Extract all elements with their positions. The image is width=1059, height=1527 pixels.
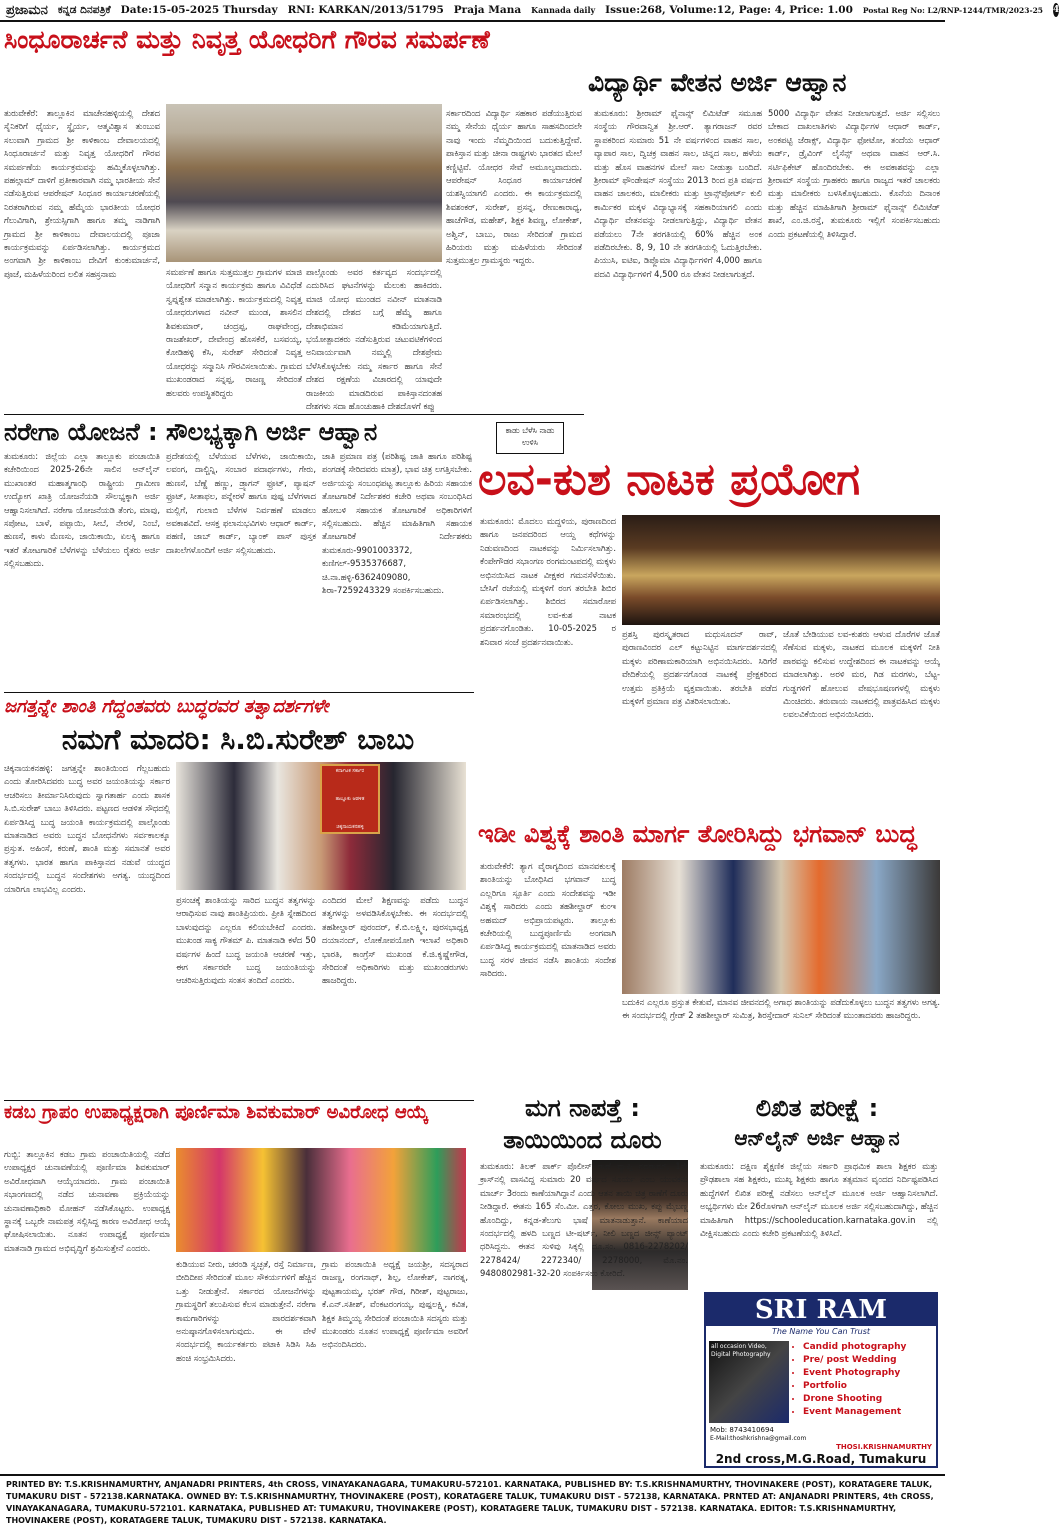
article-buddha-col1: ಚಿಕ್ಕನಾಯಕನಹಳ್ಳಿ: ಜಗತ್ತನ್ನೇ ಶಾಂತಿಯಿಂದ ಗೆಲ್ಲಬಹುದು ಎಂದು ತೋರಿಸಿದವರು ಬುದ್ಧ ಅವರ ಜಯಂತಿಯನ್ನು ಸರ್ಕಾರ ಆಚರಿಸಲು ತೀರ್ಮಾನಿಸಿರುವುದು ಸ್ವಾಗತಾರ್ಹ ಎಂದು ಶಾಸಕ ಸಿ.ಬಿ.ಸುರೇಶ್ ಬಾಬು ತಿಳಿಸಿದರು. ಪಟ್ಟಣದ ಆಡಳಿತ ಸೌಧದಲ್ಲಿ ಏರ್ಪಡಿಸಿದ್ದ ಬುದ್ಧ ಜಯಂತಿ ಕಾರ್ಯಕ್ರಮದಲ್ಲಿ ಪಾಲ್ಗೊಂಡು ಮಾತನಾಡಿದ ಅವರು ಬುದ್ಧನ ಬೋಧನೆಗಳು ಸರ್ವಕಾಲಕ್ಕೂ ಪ್ರಸ್ತುತ. ಅಹಿಂಸೆ, ಕರುಣೆ, ಶಾಂತಿ ಮತ್ತು ಸಮಾನತೆ ಅವರ ತತ್ವಗಳು. ಭಾರತ ಹಾಗೂ ಪಾಕಿಸ್ತಾನದ ನಡುವೆ ಯುದ್ಧದ ಸಂದರ್ಭದಲ್ಲಿ ಬುದ್ಧನ ಸಂದೇಶಗಳು ಅಗತ್ಯ. ಯುದ್ಧದಿಂದ ಯಾರಿಗೂ ಲಾಭವಿಲ್ಲ ಎಂದರು. bbox=[4, 763, 170, 894]
photo-plaque bbox=[320, 764, 380, 834]
plaque-mid-text: ತಾಲ್ಲೂಕು ಆಡಳಿತ bbox=[335, 796, 365, 802]
article-sindoor-col1: ತುರುವೇಕೆರೆ: ತಾಲ್ಲೂಕಿನ ಮಾಚೇನಹಳ್ಳಿಯಲ್ಲಿ ದೇಶದ ಸೈನಿಕರಿಗೆ ಧೈರ್ಯ, ಸ್ಥೈರ್ಯ, ಆತ್ಮವಿಶ್ವಾಸ ತುಂಬುವ ಸಲುವಾಗಿ ಗ್ರಾಮದ ಶ್ರೀ ಕಾಳಿಕಾಂಬ ದೇವಾಲಯದಲ್ಲಿ ಸಿಂಧೂರಾರ್ಚನೆ ಮತ್ತು ನಿವೃತ್ತ ಯೋಧರಿಗೆ ಗೌರವ ಸಮರ್ಪಣೆಯ ಕಾರ್ಯಕ್ರಮವನ್ನು ಹಮ್ಮಿಕೊಳ್ಳಲಾಗಿತ್ತು. ಪಹಲ್ಗಾಮ್ ದಾಳಿಗೆ ಪ್ರತೀಕಾರವಾಗಿ ನಮ್ಮ ಭಾರತೀಯ ಸೇನೆ ನಡೆಸುತ್ತಿರುವ ಆಪರೇಷನ್ ಸಿಂಧೂರ ಕಾರ್ಯಾಚರಣೆಯಲ್ಲಿ ನಿರತರಾಗಿರುವ ನಮ್ಮ ಹೆಮ್ಮೆಯ ಭಾರತೀಯ ಯೋಧರ ಗೆಲುವಿಗಾಗಿ, ಶ್ರೇಯಸ್ಸಿಗಾಗಿ ಹಾಗೂ ತಮ್ಮ ನಾಡಿಗಾಗಿ ಗ್ರಾಮದ ಶ್ರೀ ಕಾಳಿಕಾಂಬ ದೇವಾಲಯದಲ್ಲಿ ಪೂಜಾ ಕಾರ್ಯಕ್ರಮವನ್ನು ಏರ್ಪಡಿಸಲಾಗಿತ್ತು. ಕಾರ್ಯಕ್ರಮದ ಅಂಗವಾಗಿ ಶ್ರೀ ಕಾಳಿಕಾಂಬ ದೇವಿಗೆ ಕುಂಕುಮಾರ್ಚನೆ, ಪೂಜೆ, ಮಹಿಳೆಯರಿಂದ ಲಲಿತ ಸಹಸ್ರನಾಮ bbox=[4, 108, 160, 279]
masthead-postal: Postal Reg No: L2/RNP-1244/TMR/2023-25 bbox=[862, 5, 1044, 15]
masthead-issue: Issue:268, Volume:12, Page: 4, Price: 1.00 bbox=[605, 4, 853, 16]
headline-buddha-2: ನಮಗೆ ಮಾದರಿ: ಸಿ.ಬಿ.ಸುರೇಶ್ ಬಾಬು bbox=[61, 723, 415, 756]
divider-1 bbox=[4, 414, 584, 415]
headline-kadaba: ಕಡಬ ಗ್ರಾಪಂ ಉಪಾಧ್ಯಕ್ಷರಾಗಿ ಪೂರ್ಣಿಮಾ ಶಿವಕುಮಾರ್ ಅವಿರೋಧ ಆಯ್ಕೆ bbox=[4, 1102, 429, 1123]
article-buddha-peace-col1: ತುರುವೇಕೆರೆ: ತ್ಯಾಗ ವೈರಾಗ್ಯದಿಂದ ಮಾನವಕುಲಕ್ಕೆ ಶಾಂತಿಯನ್ನು ಬೋಧಿಸಿದ ಭಗವಾನ್ ಬುದ್ಧ ಎಲ್ಲರಿಗೂ ಸ್ಪೂರ್ತಿ ಎಂದು ಸಂದೇಶವನ್ನು ಇಡೀ ವಿಶ್ವಕ್ಕೆ ಸಾರಿದರು ಎಂದು ತಹಶೀಲ್ದಾರ್ ಕುಂಇ ಅಹಮದ್ ಅಭಿಪ್ರಾಯಪಟ್ಟರು. ತಾಲ್ಲೂಕು ಕಚೇರಿಯಲ್ಲಿ ಬುದ್ಧಪೂರ್ಣಿಮೆ ಅಂಗವಾಗಿ ಏರ್ಪಡಿಸಿದ್ದ ಕಾರ್ಯಕ್ರಮದಲ್ಲಿ ಮಾತನಾಡಿದ ಅವರು ಬುದ್ಧ ಸರಳ ಜೀವನ ನಡೆಸಿ ಶಾಂತಿಯ ಸಂದೇಶ ಸಾರಿದರು. bbox=[480, 861, 616, 979]
ad-address: 2nd cross,M.G.Road, Tumakuru bbox=[715, 1452, 927, 1466]
footer-imprint: PRINTED BY: T.S.KRISHNAMURTHY, ANJANADRI PRINTERS, 4th CROSS, VINAYAKANAGARA, TUMAKURU-572101. KARNATAKA, PUBLISHED BY: T.S.KRISHNAMURTHY, THOVINAKERE (POST), KORATAGERE TALUK, TUMAKURU DIST - 572138.KARNATAKA. OWNED BY: T.S.KRISHNAMURTHY, THOVINAKERE (POST), KORATAGERE TALUK, TUMAKURU DIST - 572138, KARNATAKA. PRNTED AT: ANJANADRI PRINTERS, 4th CROSS, VINAYAKANAGARA, TUMAKURU-572101. KARNATAKA, PUBLISHED AT: TUMAKURU, THOVINAKERE (POST), KORATAGERE TALUK, TUMAKURU DIST - 572138. KARNATAKA. EDITOR: T.S.KRISHNAMURTHY, THOVINAKERE (POST), KORATAGERE TALUK, TUMAKURU DIST - 572138. KARNATAKA. bbox=[0, 1474, 945, 1523]
article-narega-col1: ತುಮಕೂರು: ಜಿಲ್ಲೆಯ ಎಲ್ಲಾ ತಾಲ್ಲೂಕು ಪಂಚಾಯಿತಿ ಕಚೇರಿಯಿಂದ 2025-26ನೇ ಸಾಲಿನ ಆನ್‌ಲೈನ್ ಮುಖಾಂತರ ಮಹಾತ್ಮಗಾಂಧಿ ರಾಷ್ಟ್ರೀಯ ಗ್ರಾಮೀಣ ಉದ್ಯೋಗ ಖಾತ್ರಿ ಯೋಜನೆಯಡಿ ಸೌಲಭ್ಯಕ್ಕಾಗಿ ಅರ್ಜಿ ಆಹ್ವಾನಿಸಲಾಗಿದೆ. ನರೇಗಾ ಯೋಜನೆಯಡಿ ತೆಂಗು, ಮಾವು, ಸಪೋಟ, ಬಾಳೆ, ಪಪ್ಪಾಯಿ, ಸೀಬೆ, ನೇರಳೆ, ನಿಂಬೆ, ಹುಣಸೆ, ಕಾಳು ಮೆಣಸು, ಜಾಯಿಕಾಯಿ, ಏಲಕ್ಕಿ ಹಾಗೂ ಇತರೆ ತೋಟಗಾರಿಕೆ ಬೆಳೆಗಳನ್ನು ಬೆಳೆಯಲು ರೈತರು ಅರ್ಜಿ ಸಲ್ಲಿಸಬಹುದು. bbox=[4, 451, 160, 569]
photo-veterans-group bbox=[166, 104, 442, 262]
page-number: 4 bbox=[1053, 5, 1059, 15]
ad-badge: all occasion Video, Digital Photography bbox=[711, 1343, 771, 1358]
article-lava-kusha-col3: ಜೊತೆ ಬೇಡಿಯುವ ಲವ-ಕುಶರು ಆಳುವ ದೊರೆಗಳ ಜೊತೆ ಸೆಣೆಸುವ ಮಕ್ಕಳು, ನಾಟಕದ ಮೂಲಕ ಮಕ್ಕಳಿಗೆ ನೀತಿ ಪಾಠವನ್ನು ಕಲಿಸುವ ಉದ್ದೇಶದಿಂದ ಈ ನಾಟಕವನ್ನು ಆಯ್ಕೆ ಮಾಡಲಾಗಿತ್ತು. ಅರಳಿ ಮರ, ಗಿಡ ಮರಗಳು, ಬೆಟ್ಟ-ಗುಡ್ಡಗಳಿಗೆ ಹೋಲುವ ವೇಷಭೂಷಣಗಳಲ್ಲಿ ಮಕ್ಕಳು ಮಿಂಚಿದರು. ತರುವಾಯ ನಾಟಕದಲ್ಲಿ ಪಾತ್ರವಹಿಸಿದ ಮಕ್ಕಳು ಲವಲವಿಕೆಯಿಂದ ಅಭಿನಯಿಸಿದರು. bbox=[783, 629, 940, 720]
article-missing-col1: ತುಮಕೂರು: ತಿಲಕ್ ಪಾರ್ಕ್ ಪೊಲೀಸ್ ಠಾಣೆ ವ್ಯಾಪ್ತಿ ನವರಾಮ್, 1ನೇ ಕ್ರಾಸ್‌ನಲ್ಲಿ ವಾಸವಿದ್ದ ಸುಮಾರು 20 ವರ್ಷದ ಸೂರ್ಯ ಎಂಬ ಯುವಕನು ಮಾರ್ಚ್ 3ರಂದು ಕಾಣೆಯಾಗಿದ್ದಾನೆ ಎಂದು ಆತನ ತಾಯಿ ಚಿತ್ರ ಠಾಣೆಗೆ ದೂರು ನೀಡಿದ್ದಾರೆ. ಈತನು 165 ಸೆಂ.ಮೀ. ಎತ್ತರ, ಕೋಲು ಮುಖ, ಕಪ್ಪು ಮೈಬಣ್ಣ ಹೊಂದಿದ್ದು, ಕನ್ನಡ-ತೆಲುಗು ಭಾಷೆ ಮಾತನಾಡುತ್ತಾನೆ. ಕಾಣೆಯಾದ ಸಂದರ್ಭದಲ್ಲಿ ಹಳದಿ ಬಣ್ಣದ ಟೀ-ಷರ್ಟ್, ನೀಲಿ ಬಣ್ಣದ ಜೀನ್ಸ್ ಪ್ಯಾಂಟ್ ಧರಿಸಿದ್ದನು. ಈತನ ಸುಳಿವು ಸಿಕ್ಕಲ್ಲಿ ದೂ.ಸಂ. 0816-2278202/ 2278424/ 2272340/ 2278000, ಮೊ.ನಂ. 9480802981-32-20 ಸಂಪರ್ಕಿಸಲು ಕೋರಿದೆ. bbox=[480, 1161, 688, 1279]
ad-sri-ram bbox=[704, 1292, 938, 1468]
ad-service-item: • Pre/ post Wedding bbox=[803, 1354, 906, 1367]
ad-service-item: • Candid photography bbox=[803, 1341, 906, 1354]
article-buddha-col2: ಪ್ರಸಂಚಕ್ಕೆ ಶಾಂತಿಯನ್ನು ಸಾರಿದ ಬುದ್ಧನ ತತ್ವಗಳನ್ನು ಆರಾಧಿಸುವ ನಾವು ಶಾಂತಿಪ್ರಿಯರು. ಪ್ರೀತಿ ಸ್ನೇಹದಿಂದ ಬಾಳುವುದನ್ನು ಎಲ್ಲರೂ ಕಲಿಯಬೇಕಿದೆ ಎಂದರು. ಮುಖಂಡ ಸಾಕ್ಯ ಗೌತಮ್ ಪಿ. ಮಾತನಾಡಿ ಕಳೆದ 50 ವರ್ಷಗಳ ಹಿಂದೆ ಬುದ್ಧ ಜಯಂತಿ ಆಚರಣೆ ಇತ್ತು, ಈಗ ಸರ್ಕಾರವೇ ಬುದ್ಧ ಜಯಂತಿಯನ್ನು ಆಚರಿಸುತ್ತಿರುವುದು ಸಂತಸ ತಂದಿದೆ ಎಂದರು. bbox=[176, 895, 316, 986]
ad-brand: SRI RAM bbox=[706, 1294, 936, 1326]
masthead-title: Praja Mana bbox=[453, 4, 522, 16]
article-buddha-col3: ಎಂದಿದರ ಮೇಲೆ ಶಿಕ್ಷಣವನ್ನು ಪಡೆದು ಬುದ್ಧನ ತತ್ವಗಳನ್ನು ಅಳವಡಿಸಿಕೊಳ್ಳಬೇಕು. ಈ ಸಂದರ್ಭದಲ್ಲಿ ತಹಶೀಲ್ದಾರ್ ಪುರಂದರ್, ಕೆ.ಬಿ.ಲಕ್ಷ್ಮೀ, ಪುರಸಭಾಧ್ಯಕ್ಷ ದಯಾನಂದ್, ಲೋಕೋಪಯೋಗಿ ಇಲಾಖೆ ಅಧಿಕಾರಿ ಭಾರತಿ, ಕಾಂಗ್ರೆಸ್ ಮುಖಂಡ ಕೆ.ಜಿ.ಕೃಷ್ಣೇಗೌಡ, ಸೇರಿದಂತೆ ಅಧಿಕಾರಿಗಳು ಮತ್ತು ಮುಖಂಡರುಗಳು ಹಾಜರಿದ್ದರು. bbox=[322, 895, 468, 986]
ad-camera-image bbox=[709, 1341, 789, 1423]
ad-service-item: • Event Management bbox=[803, 1406, 906, 1419]
article-sindoor-col4: ಸರ್ಕಾರದಿಂದ ವಿದ್ಯಾರ್ಥಿ ಸಹಕಾರ ಪಡೆಯುತ್ತಿರುವ ನಮ್ಮ ಸೇನೆಯ ಧೈರ್ಯ ಹಾಗೂ ಸಾಹಸದಿಂದಲೇ ನಾವು ಇಂದು ನೆಮ್ಮದಿಯಿಂದ ಬದುಕುತ್ತಿದ್ದೇವೆ. ಪಾಕಿಸ್ತಾನ ಮತ್ತು ಚೀನಾ ರಾಷ್ಟ್ರಗಳು ಭಾರತದ ಮೇಲೆ ಕಣ್ಣಿಟ್ಟಿವೆ. ಯೋಧರ ಸೇವೆ ಅಮೂಲ್ಯವಾದುದು. ಆಪರೇಷನ್ ಸಿಂಧೂರ ಕಾರ್ಯಾಚರಣೆ ಯಶಸ್ವಿಯಾಗಲಿ ಎಂದರು. ಈ ಕಾರ್ಯಕ್ರಮದಲ್ಲಿ ಶಿವಶಂಕರ್, ಸುರೇಶ್, ಪ್ರಸನ್ನ, ರೇಣುಕಾರಾಧ್ಯ, ಹಾಚೆಗೌಡ, ಮಹೇಶ್, ಶಿಕ್ಷಕ ಶಿವಣ್ಣ, ಲೋಕೇಶ್, ಅಶ್ವಿನ್, ಬಾಬು, ರಾಜು ಸೇರಿದಂತೆ ಗ್ರಾಮದ ಹಿರಿಯರು ಮತ್ತು ಮಹಿಳೆಯರು ಸೇರಿದಂತೆ ಸುತ್ತಮುತ್ತಲ ಗ್ರಾಮಸ್ಥರು ಇದ್ದರು. bbox=[446, 108, 582, 266]
photo-kadaba-members bbox=[176, 1148, 466, 1252]
article-kadaba-col2: ಕುಡಿಯುವ ನೀರು, ಚರಂಡಿ ಸ್ವಚ್ಛತೆ, ರಸ್ತೆ ನಿರ್ಮಾಣ, ಬೀದಿದೀಪ ಸೇರಿದಂತೆ ಮೂಲ ಸೌಕರ್ಯಗಳಿಗೆ ಹೆಚ್ಚಿನ ಒತ್ತು ನೀಡುತ್ತೇನೆ. ಸರ್ಕಾರದ ಯೋಜನೆಗಳನ್ನು ಗ್ರಾಮಸ್ಥರಿಗೆ ತಲುಪಿಸುವ ಕೆಲಸ ಮಾಡುತ್ತೇನೆ. ನರೇಗಾ ಕಾಮಗಾರಿಗಳನ್ನು ಪಾರದರ್ಶಕವಾಗಿ ಅನುಷ್ಠಾನಗೊಳಿಸಲಾಗುವುದು. ಈ ವೇಳೆ ಸಂದರ್ಭದಲ್ಲಿ ಕಾರ್ಯಕರ್ತರು ಪಟಾಕಿ ಸಿಡಿಸಿ ಸಿಹಿ ಹಂಚಿ ಸಂಭ್ರಮಿಸಿದರು. bbox=[176, 1259, 316, 1363]
headline-buddha-peace: ಇಡೀ ವಿಶ್ವಕ್ಕೆ ಶಾಂತಿ ಮಾರ್ಗ ತೋರಿಸಿದ್ದು ಭಗವಾನ್ ಬುದ್ಧ bbox=[478, 820, 917, 848]
article-exam-col1: ತುಮಕೂರು: ದಕ್ಷಿಣ ಶೈಕ್ಷಣಿಕ ಜಿಲ್ಲೆಯ ಸರ್ಕಾರಿ ಪ್ರಾಥಮಿಕ ಶಾಲಾ ಶಿಕ್ಷಕರ ಮತ್ತು ಪ್ರೌಢಶಾಲಾ ಸಹ ಶಿಕ್ಷಕರು, ಮುಖ್ಯ ಶಿಕ್ಷಕರು ಹಾಗೂ ತತ್ಸಮಾನ ವೃಂದದ ನಿರ್ದಿಷ್ಟಪಡಿಸಿದ ಹುದ್ದೆಗಳಿಗೆ ಲಿಖಿತ ಪರೀಕ್ಷೆ ನಡೆಸಲು ಆನ್‌ಲೈನ್ ಮೂಲಕ ಅರ್ಜಿ ಆಹ್ವಾನಿಸಲಾಗಿದೆ. ಅಭ್ಯರ್ಥಿಗಳು ಮೇ 26ರೊಳಗಾಗಿ ಆನ್‌ಲೈನ್ ಮೂಲಕ ಅರ್ಜಿ ಸಲ್ಲಿಸಬಹುದಾಗಿದ್ದು, ಹೆಚ್ಚಿನ ಮಾಹಿತಿಗಾಗಿ https://schooleducation.karnataka.gov.in ನಲ್ಲಿ ವೀಕ್ಷಿಸಬಹುದು ಎಂದು ಕಚೇರಿ ಪ್ರಕಟಣೆಯಲ್ಲಿ ತಿಳಿಸಿದೆ. bbox=[700, 1161, 938, 1239]
divider-3 bbox=[4, 1100, 474, 1101]
ad-service-item: • Portfolio bbox=[803, 1380, 906, 1393]
headline-buddha-1: ಜಗತ್ತನ್ನೇ ಶಾಂತಿ ಗೆದ್ದಂತವರು ಬುದ್ಧರವರ ತತ್ವಾದರ್ಶಗಳೇ bbox=[4, 696, 329, 717]
masthead-logo: ಪ್ರಜಾಮನ bbox=[6, 2, 48, 18]
slogan-box: ಕಾಡು ಬೆಳೆಸಿ ನಾಡು ಉಳಿಸಿ bbox=[496, 422, 564, 454]
masthead-tagline: ಕನ್ನಡ ದಿನಪತ್ರಿಕೆ bbox=[57, 3, 111, 16]
masthead-rni: RNI: KARKAN/2013/51795 bbox=[287, 4, 444, 16]
ad-service-item: • Drone Shooting bbox=[803, 1393, 906, 1406]
masthead-date: Date:15-05-2025 Thursday bbox=[120, 4, 278, 16]
headline-exam-1: ಲಿಖಿತ ಪರೀಕ್ಷೆ : bbox=[755, 1094, 879, 1122]
headline-missing-1: ಮಗ ನಾಪತ್ತೆ : bbox=[524, 1094, 641, 1122]
article-sindoor-col2: ಸಮರ್ಪಣೆ ಹಾಗೂ ಸುತ್ತಮುತ್ತಲ ಗ್ರಾಮಗಳ ಮಾಜಿ ಯೋಧರಿಗೆ ಸನ್ಮಾನ ಕಾರ್ಯಕ್ರಮ ಹಾಗೂ ವಿವಿಧೆಡೆ ಸ್ವಪ್ನಶ್ವೇತ ಮಾಡಲಾಗಿತ್ತು. ಕಾರ್ಯಕ್ರಮದಲ್ಲಿ ನಿವೃತ್ತ ಯೋಧರುಗಳಾದ ನವೀನ್ ಮುಂಡ, ಶಾಸಲಿನ ಶಿವಕುಮಾರ್, ಚಂದ್ರಪ್ಪ, ರಾಘವೇಂದ್ರ, ರಾಜಶೇಖರ್, ದೇವೇಂದ್ರ ಹೊಸಕೆರೆ, ಬಸವಯ್ಯ, ಕೋಡಿಹಳ್ಳಿ ಕೆಸಿ, ಸುರೇಶ್ ಸೇರಿದಂತೆ ನಿವೃತ್ತ ಯೋಧರನ್ನು ಸನ್ಮಾನಿಸಿ ಗೌರವಿಸಲಾಯಿತು. ಗ್ರಾಮದ ಮುಖಂಡರಾದ ಸನ್ನಪ್ಪ, ರಾಜಣ್ಣ ಸೇರಿದಂತೆ ಹಲವರು ಉಪಸ್ಥಿತರಿದ್ದರು bbox=[166, 267, 302, 398]
ad-owner: THOSI.KRISHNAMURTHY bbox=[836, 1443, 932, 1451]
ad-service-list bbox=[793, 1341, 906, 1423]
article-sindoor-col1-cont bbox=[4, 296, 160, 410]
article-narega-col2: ಪ್ರದೇಶಯಲ್ಲಿ ಬೆಳೆಯುವ ಬೆಳೆಗಳು, ಜಾಯಿಕಾಯಿ, ಲವಂಗ, ದಾಲ್ಚಿನ್ನಿ, ಸಂಬಾರ ಪದಾರ್ಥಗಳು, ಗೇರು, ಹುಣಸೆ, ಬೆಣ್ಣೆ ಹಣ್ಣು, ಡ್ರ್ಯಾಗನ್ ಫ್ರೂಟ್, ಪ್ಯಾಷನ್ ಫ್ರೂಟ್, ಸೀತಾಫಲ, ಪನ್ನೇರಳೆ ಹಾಗೂ ಪುಷ್ಪ ಬೆಳೆಗಳಾದ ಮಲ್ಲಿಗೆ, ಗುಲಾಬಿ ಬೆಳೆಗಳ ನಿರ್ವಹಣೆ ಮಾಡಲು ಅವಕಾಶವಿದೆ. ಆಸಕ್ತ ಫಲಾನುಭವಿಗಳು ಆಧಾರ್ ಕಾರ್ಡ್, ಪಹಣಿ, ಜಾಬ್ ಕಾರ್ಡ್, ಬ್ಯಾಂಕ್ ಪಾಸ್ ಪುಸ್ತಕ ದಾಖಲೆಗಳೊಂದಿಗೆ ಅರ್ಜಿ ಸಲ್ಲಿಸಬಹುದು. bbox=[166, 451, 316, 555]
article-scholarship-col2: 5000 ವಿದ್ಯಾರ್ಥಿ ವೇತನ ನೀಡಲಾಗುತ್ತದೆ. ಅರ್ಜಿ ಸಲ್ಲಿಸಲು ಬೇಕಾದ ದಾಖಲಾತಿಗಳು ವಿದ್ಯಾರ್ಥಿಗಳ ಆಧಾರ್ ಕಾರ್ಡ್, ಅಂಕಪಟ್ಟಿ ಜೆರಾಕ್ಸ್, ವಿದ್ಯಾರ್ಥಿ ಫೋಟೋ, ತಂದೆಯ ಆಧಾರ್ ಕಾರ್ಡ್, ಡ್ರೈವಿಂಗ್ ಲೈಸೆನ್ಸ್ ಅಥವಾ ವಾಹನ ಆರ್.ಸಿ. ಸರ್ಟಿಫಿಕೇಟ್ ಹೊಂದಿರಬೇಕು. ಈ ಅವಕಾಶವನ್ನು ಎಲ್ಲಾ ಶ್ರೀರಾಮ್ ಸಂಸ್ಥೆಯ ಗ್ರಾಹಕರು ಹಾಗೂ ರಾಜ್ಯದ ಇತರೆ ಚಾಲಕರು ಮತ್ತು ಮಾಲೀಕರು ಬಳಸಿಕೊಳ್ಳಬಹುದು. ಕೊನೆಯ ದಿನಾಂಕ ಮತ್ತು ಹೆಚ್ಚಿನ ಮಾಹಿತಿಗಾಗಿ ಶ್ರೀರಾಮ್ ಫೈನಾನ್ಸ್ ಲಿಮಿಟೆಡ್ ಶಾಖೆ, ಎಂ.ಜಿ.ರಸ್ತೆ, ತುಮಕೂರು ಇಲ್ಲಿಗೆ ಸಂಪರ್ಕಿಸಬಹುದು ಎಂದು ಪ್ರಕಟಣೆಯಲ್ಲಿ ತಿಳಿಸಿದ್ದಾರೆ. bbox=[768, 108, 940, 239]
photo-buddha-peace bbox=[622, 860, 940, 994]
plaque-top-text: ಕರ್ನಾಟಕ ಸರ್ಕಾರ bbox=[335, 768, 365, 774]
article-lava-kusha-col2: ಪ್ರಶಸ್ತಿ ಪುರಸ್ಕೃತರಾದ ಮಧುಸೂದನ್ ರಾವ್, ಪುರಾಣವಿಂದರ ಎಲ್ ಕಟ್ಟುನಿಟ್ಟಿನ ಮಾರ್ಗದರ್ಶನದಲ್ಲಿ ಮಕ್ಕಳು ಪರಿಣಾಮಕಾರಿಯಾಗಿ ಅಭಿನಯಿಸಿದರು. ಸಿರಿಗೆರೆ ವೇದಿಕೆಯಲ್ಲಿ ಪ್ರದರ್ಶನಗೊಂಡ ನಾಟಕಕ್ಕೆ ಪ್ರೇಕ್ಷಕರಿಂದ ಉತ್ತಮ ಪ್ರತಿಕ್ರಿಯೆ ವ್ಯಕ್ತವಾಯಿತು. ತರಬೇತಿ ಪಡೆದ ಮಕ್ಕಳಿಗೆ ಪ್ರಮಾಣ ಪತ್ರ ವಿತರಿಸಲಾಯಿತು. bbox=[622, 629, 777, 707]
article-narega-col3: ಜಾತಿ ಪ್ರಮಾಣ ಪತ್ರ (ಪರಿಶಿಷ್ಟ ಜಾತಿ ಹಾಗೂ ಪರಿಶಿಷ್ಟ ಪಂಗಡಕ್ಕೆ ಸೇರಿದವರು ಮಾತ್ರ), ಭಾವ ಚಿತ್ರ ಲಗತ್ತಿಸಬೇಕು. ಅರ್ಜಿಯನ್ನು ಸಂಬಂಧಪಟ್ಟ ತಾಲ್ಲೂಕು ಹಿರಿಯ ಸಹಾಯಕ ತೋಟಗಾರಿಕೆ ನಿರ್ದೇಶಕರ ಕಚೇರಿ ಅಥವಾ ಸಂಬಂಧಿಸಿದ ಹೋಬಳಿ ಸಹಾಯಕ ತೋಟಗಾರಿಕೆ ಅಧಿಕಾರಿಗಳಿಗೆ ಸಲ್ಲಿಸಬಹುದು. ಹೆಚ್ಚಿನ ಮಾಹಿತಿಗಾಗಿ ಸಹಾಯಕ ತೋಟಗಾರಿಕೆ ನಿರ್ದೇಶಕರು ತುಮಕೂರು-9901003372, ಕುಣಿಗಲ್-9535376687, ಚಿ.ನಾ.ಹಳ್ಳಿ-6362409080, ಶಿರಾ-7259243329 ಸಂಪರ್ಕಿಸಬಹುದು. bbox=[322, 451, 472, 596]
photo-drama-cast bbox=[622, 515, 940, 625]
headline-missing-2: ತಾಯಿಯಿಂದ ದೂರು bbox=[503, 1126, 662, 1154]
article-buddha-peace-col2: ಬದುಕಿನ ಎಲ್ಲರೂ ಪ್ರಸ್ತುತ ಕೇತುವೆ, ಮಾನವ ಜೀವನದಲ್ಲಿ ಅಗಾಧ ಶಾಂತಿಯನ್ನು ಪಡೆದುಕೊಳ್ಳಲು ಬುದ್ಧನ ತತ್ವಗಳು ಅಗತ್ಯ. ಈ ಸಂದರ್ಭದಲ್ಲಿ ಗ್ರೇಡ್ 2 ತಹಶೀಲ್ದಾರ್ ಸುಮಿತ್ರ, ಶಿರಸ್ತೇದಾರ್ ಸುನಿಲ್ ಸೇರಿದಂತೆ ಮುಂತಾದವರು ಹಾಜರಿದ್ದರು. bbox=[622, 997, 940, 1021]
headline-sindoor: ಸಿಂಧೂರಾರ್ಚನೆ ಮತ್ತು ನಿವೃತ್ತ ಯೋಧರಿಗೆ ಗೌರವ ಸಮರ್ಪಣೆ bbox=[4, 25, 490, 54]
article-sindoor-col3: ಪಾಲ್ಗೊಂಡು ಅವರ ಕರ್ತವ್ಯದ ಸಂದರ್ಭದಲ್ಲಿ ಎದುರಿಸಿದ ಘಟನೆಗಳನ್ನು ಮೆಲುಕು ಹಾಕಿದರು. ಮಾಜಿ ಯೋಧ ಮುಂಡದ ನವೀನ್ ಮಾತನಾಡಿ ದೇಶದಲ್ಲಿ ದೇಶದ ಬಗ್ಗೆ ಹೆಮ್ಮೆ ಹಾಗೂ ದೇಶಾಭಿಮಾನ ಕಡಿಮೆಯಾಗುತ್ತಿದೆ. ಭಯೋತ್ಪಾದಕರು ನಡೆಸುತ್ತಿರುವ ಚಟುವಟಿಕೆಗಳಿಂದ ಅನಿವಾರ್ಯವಾಗಿ ನಮ್ಮಲ್ಲಿ ದೇಶಪ್ರೇಮ ಬೆಳೆಸಿಕೊಳ್ಳಬೇಕು ನಮ್ಮ ಸರ್ಕಾರ ಹಾಗೂ ಸೇನೆ ದೇಶದ ರಕ್ಷಣೆಯ ವಿಚಾರದಲ್ಲಿ ಯಾವುದೇ ರಾಜಕೀಯ ಮಾಡದಿರುವ ಪಾಕಿಸ್ತಾನದಂತಹ ದೇಶಗಳು ಸದಾ ಹೊಂಚುಹಾಕಿ ದೇಶದೊಳಗೆ ಕಪ್ಪು bbox=[306, 267, 442, 412]
headline-lava-kusha: ಲವ-ಕುಶ ನಾಟಕ ಪ್ರಯೋಗ bbox=[478, 454, 861, 505]
masthead bbox=[0, 0, 1059, 22]
ad-mobile: Mob: 8743410694 bbox=[710, 1426, 774, 1434]
masthead-subtitle: Kannada daily bbox=[531, 5, 596, 15]
headline-narega: ನರೇಗಾ ಯೋಜನೆ : ಸೌಲಭ್ಯಕ್ಕಾಗಿ ಅರ್ಜಿ ಆಹ್ವಾನ bbox=[4, 418, 378, 446]
headline-scholarship: ವಿದ್ಯಾರ್ಥಿ ವೇತನ ಅರ್ಜಿ ಆಹ್ವಾನ bbox=[588, 68, 847, 97]
ad-tagline: The Name You Can Trust bbox=[771, 1327, 871, 1336]
headline-exam-2: ಆನ್‌ಲೈನ್ ಅರ್ಜಿ ಆಹ್ವಾನ bbox=[734, 1126, 900, 1150]
article-lava-kusha-col1: ತುಮಕೂರು: ಮೊದಲು ಮದ್ದಳಿಯ, ಪುರಾಣದಿಂದ ಹಾಗೂ ಜನಪದರಿಂದ ಆಯ್ದ ಕಥೆಗಳನ್ನು ನಿಡುವಣದಿಂದ ನಾಟಕವನ್ನು ನಿರ್ಮಿಸಲಾಗಿತ್ತು. ಕೆಂಪೇಗೌಡರ ಸಭಾಂಗಣ ರಂಗಮಂಟಪದಲ್ಲಿ ಮಕ್ಕಳು ಅಭಿನಯಿಸಿದ ನಾಟಕ ವೀಕ್ಷಕರ ಗಮನಸೆಳೆಯಿತು. ಬೇಸಿಗೆ ರಜೆಯಲ್ಲಿ ಮಕ್ಕಳಿಗೆ ರಂಗ ತರಬೇತಿ ಶಿಬಿರ ಏರ್ಪಡಿಸಲಾಗಿತ್ತು. ಶಿಬಿರದ ಸಮಾರೋಪ ಸಮಾರಂಭದಲ್ಲಿ ಲವ-ಕುಶ ನಾಟಕ ಪ್ರದರ್ಶನಗೊಂಡಿತು. 10-05-2025 ರ ಶನಿವಾರ ಸಂಜೆ ಪ್ರದರ್ಶನವಾಯಿತು. bbox=[480, 516, 616, 647]
ad-service-item: • Event Photography bbox=[803, 1367, 906, 1380]
plaque-low-text: ಚಿಕ್ಕನಾಯಕನಹಳ್ಳಿ bbox=[336, 824, 364, 830]
article-scholarship-col1: ತುಮಕೂರು: ಶ್ರೀರಾಮ್ ಫೈನಾನ್ಸ್ ಲಿಮಿಟೆಡ್ ಸಮೂಹ ಸಂಸ್ಥೆಯ ಗೌರವಾನ್ವಿತ ಶ್ರೀ.ಆರ್. ತ್ಯಾಗರಾಜನ್ ರವರ ಸ್ಥಾಪಕರಿಂದ ಸುಮಾರು 51 ನೇ ವರ್ಷಗಳಿಂದ ವಾಹನ ಸಾಲ, ವ್ಯಾಪಾರ ಸಾಲ, ದ್ವಿಚಕ್ರ ವಾಹನ ಸಾಲ, ಚಿನ್ನದ ಸಾಲ, ಹಳೆಯ ಮತ್ತು ಹೊಸ ವಾಹನಗಳ ಮೇಲೆ ಸಾಲ ನೀಡುತ್ತಾ ಬಂದಿದೆ. ಶ್ರೀರಾಮ್ ಫೌಂಡೇಷನ್ ಸಂಸ್ಥೆಯು 2013 ರಿಂದ ಪ್ರತಿ ವರ್ಷದ ವಾಹನ ಚಾಲಕರು, ಮಾಲೀಕರು ಮತ್ತು ಟ್ರಾನ್ಸ್‌ಪೋರ್ಟ್ ಕುಲಿ ಕಾರ್ಮಿಕರ ಮಕ್ಕಳ ವಿದ್ಯಾಭ್ಯಾಸಕ್ಕೆ ಸಹಕಾರಿಯಾಗಲಿ ಎಂದು ವಿದ್ಯಾರ್ಥಿ ವೇತನವನ್ನು ನೀಡಲಾಗುತ್ತಿದ್ದು, ವಿದ್ಯಾರ್ಥಿ ವೇತನ ಪಡೆಯಲು 7ನೇ ತರಗತಿಯಲ್ಲಿ 60% ಹೆಚ್ಚಿನ ಅಂಕ ಪಡೆದಿರಬೇಕು. 8, 9, 10 ನೇ ತರಗತಿಯಲ್ಲಿ ಓದುತ್ತಿರಬೇಕು. ಪಿಯುಸಿ, ಐಟಿಐ, ಡಿಪ್ಲೊಮಾ ವಿದ್ಯಾರ್ಥಿಗಳಿಗೆ 4,000 ಹಾಗೂ ಪದವಿ ವಿದ್ಯಾರ್ಥಿಗಳಿಗೆ 4,500 ರೂ ವೇತನ ನೀಡಲಾಗುತ್ತದೆ. bbox=[594, 108, 762, 279]
divider-2 bbox=[4, 692, 474, 693]
article-kadaba-col3: ಗ್ರಾಮ ಪಂಚಾಯಿತಿ ಅಧ್ಯಕ್ಷೆ ಜಯಶ್ರೀ, ಸದಸ್ಯರಾದ ರಾಜಣ್ಣ, ರಂಗನಾಥ್, ಶಿಲ್ಪ, ಲೋಕೇಶ್, ನಾಗರತ್ನ, ಪುಟ್ಟತಾಯಮ್ಮ, ಭರತ್ ಗೌಡ, ಗಿರೀಶ್, ಪುಟ್ಟರಾಜು, ಕೆ.ಎನ್.ಸತೀಶ್, ವೆಂಕಟರಂಗಯ್ಯ, ಪುಷ್ಪಲಕ್ಷ್ಮಿ, ಕವಿತ, ಶಿಕ್ಷಕ ತಿಮ್ಮಯ್ಯ ಸೇರಿದಂತೆ ಪಂಚಾಯಿತಿ ಸದಸ್ಯರು ಮತ್ತು ಮುಖಂಡರು ನೂತನ ಉಪಾಧ್ಯಕ್ಷೆ ಪೂರ್ಣಿಮಾ ಅವರಿಗೆ ಅಭಿನಂದಿಸಿದರು. bbox=[322, 1259, 468, 1350]
ad-email: E-Mail:thoshkrishna@gmail.com bbox=[710, 1435, 807, 1442]
article-kadaba-col1: ಗುಬ್ಬಿ: ತಾಲ್ಲೂಕಿನ ಕಡಬ ಗ್ರಾಮ ಪಂಚಾಯಿತಿಯಲ್ಲಿ ನಡೆದ ಉಪಾಧ್ಯಕ್ಷರ ಚುನಾವಣೆಯಲ್ಲಿ ಪೂರ್ಣಿಮಾ ಶಿವಕುಮಾರ್ ಅವಿರೋಧವಾಗಿ ಆಯ್ಕೆಯಾದರು. ಗ್ರಾಮ ಪಂಚಾಯಿತಿ ಸಭಾಂಗಣದಲ್ಲಿ ನಡೆದ ಚುನಾವಣಾ ಪ್ರಕ್ರಿಯೆಯನ್ನು ಚುನಾವಣಾಧಿಕಾರಿ ಮೋಹನ್ ನಡೆಸಿಕೊಟ್ಟರು. ಉಪಾಧ್ಯಕ್ಷ ಸ್ಥಾನಕ್ಕೆ ಒಬ್ಬರೇ ನಾಮಪತ್ರ ಸಲ್ಲಿಸಿದ್ದ ಕಾರಣ ಅವಿರೋಧ ಆಯ್ಕೆ ಘೋಷಿಸಲಾಯಿತು. ನೂತನ ಉಪಾಧ್ಯಕ್ಷೆ ಪೂರ್ಣಿಮಾ ಮಾತನಾಡಿ ಗ್ರಾಮದ ಅಭಿವೃದ್ಧಿಗೆ ಶ್ರಮಿಸುತ್ತೇನೆ ಎಂದರು. bbox=[4, 1149, 170, 1253]
